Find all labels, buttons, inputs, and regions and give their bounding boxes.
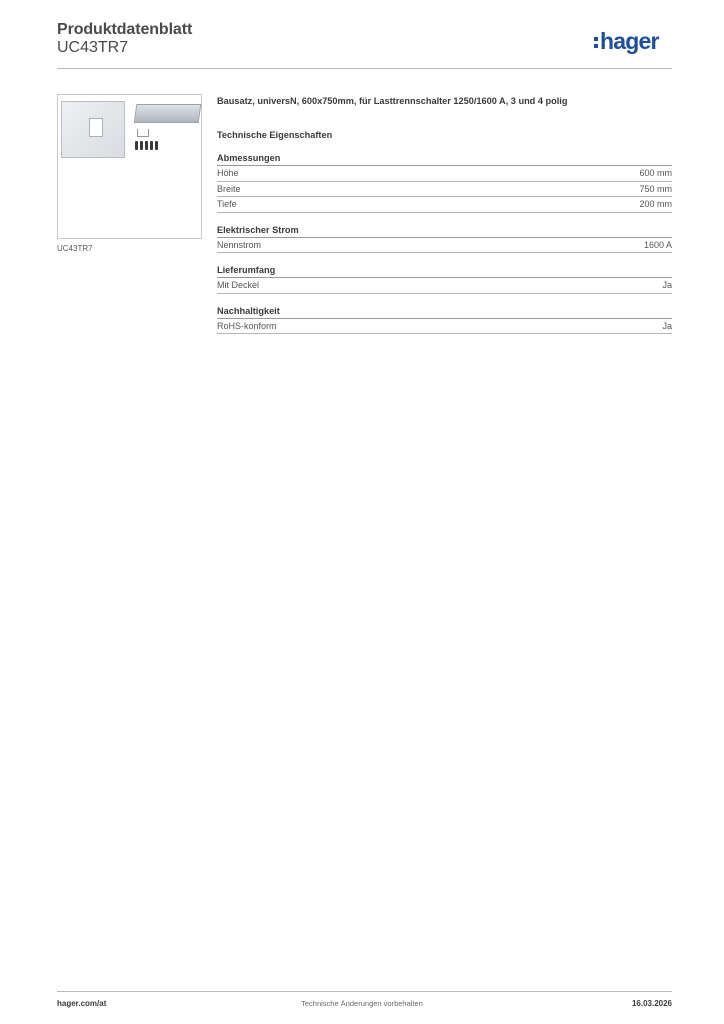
image-caption: UC43TR7: [57, 244, 93, 253]
group-dimensions: [217, 153, 672, 213]
spec-value: 750 mm: [639, 183, 672, 194]
spec-row: [217, 197, 672, 213]
cover-cutout-icon: [89, 118, 103, 137]
spec-row: [217, 166, 672, 182]
spec-value: 1600 A: [643, 239, 672, 250]
footer-date: 16.03.2026: [631, 999, 672, 1008]
product-description: Bausatz, universN, 600x750mm, für Lasttrennschalter 1250/1600 A, 3 und 4 polig: [217, 96, 568, 106]
group-title: Nachhaltigkeit: [217, 306, 672, 319]
group-electrical: [217, 225, 672, 254]
spec-value: Ja: [662, 280, 672, 291]
rail-icon: [134, 104, 202, 123]
group-title: Lieferumfang: [217, 265, 672, 278]
product-image: [57, 94, 202, 239]
product-code: UC43TR7: [57, 39, 129, 56]
header-divider: [57, 68, 672, 69]
spec-row: [217, 319, 672, 335]
footer-divider: [57, 991, 672, 992]
group-sustainability: [217, 306, 672, 335]
footer-disclaimer: Technische Änderungen vorbehalten: [301, 999, 423, 1008]
screws-icon: [135, 141, 158, 150]
spec-label: Breite: [217, 183, 241, 194]
spec-value: 600 mm: [639, 168, 672, 179]
spec-label: Nennstrom: [217, 239, 262, 250]
logo-colon-icon: [594, 37, 598, 48]
spec-row: [217, 278, 672, 294]
clips-icon: [137, 129, 149, 137]
group-title: Elektrischer Strom: [217, 225, 672, 238]
hager-logo: [594, 26, 659, 56]
page-title: Produktdatenblatt: [57, 21, 193, 38]
spec-label: RoHS-konform: [217, 320, 277, 331]
group-scope-of-delivery: [217, 265, 672, 294]
spec-value: Ja: [662, 320, 672, 331]
cover-plate-icon: [61, 101, 125, 158]
technical-heading: Technische Eigenschaften: [217, 130, 333, 140]
footer-website: hager.com/at: [57, 999, 107, 1008]
logo-text: hager: [600, 27, 659, 54]
spec-label: Tiefe: [217, 199, 237, 210]
spec-row: [217, 238, 672, 254]
spec-value: 200 mm: [639, 199, 672, 210]
spec-label: Höhe: [217, 168, 239, 179]
spec-row: [217, 182, 672, 198]
specifications: [217, 96, 672, 346]
spec-label: Mit Deckel: [217, 280, 260, 291]
group-title: Abmessungen: [217, 153, 672, 166]
